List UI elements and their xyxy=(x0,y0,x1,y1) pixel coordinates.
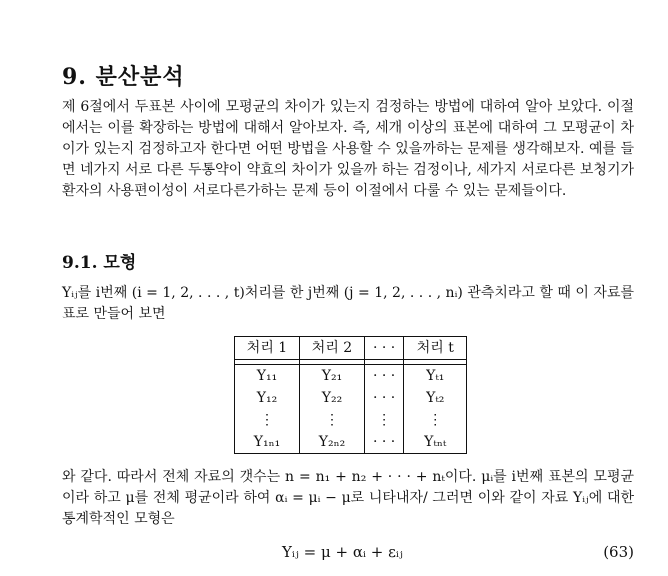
table-cell: Yₜ₁ xyxy=(404,365,467,388)
table-row xyxy=(235,409,467,431)
table-header-cell: 처리 t xyxy=(404,337,467,360)
table-header-cell: 처리 1 xyxy=(235,337,300,360)
table-cell: · · · xyxy=(365,387,404,409)
table-header-cell: · · · xyxy=(365,337,404,360)
table-cell: ⋮ xyxy=(235,409,300,431)
table-row xyxy=(235,365,467,388)
intro-paragraph: 제 6절에서 두표본 사이에 모평균의 차이가 있는지 검정하는 방법에 대하여 알아 보았다. 이절에서는 이를 확장하는 방법에 대해서 알아보자. 즉, 세개 이상의 표본에 대하여 그 모평균이 차이가 있는지 검정하고자 한다면 어떤 방법을 사용할 수 있을까하는 문제를 생각해보자. 예를 들면 네가지 서로 다른 두통약이 약효의 차이가 있을까 하는 검정이나, 세가지 서로다른 보청기가 환자의 사용편이성이 서로다른가하는 문제 등이 이절에서 다룰 수 있는 문제들이다. xyxy=(62,99,634,199)
table-cell: Y₁₁ xyxy=(235,365,300,388)
table-cell: Y₁ₙ₁ xyxy=(235,431,300,454)
table-cell: ⋮ xyxy=(300,409,365,431)
table-cell: Y₂₂ xyxy=(300,387,365,409)
table-row xyxy=(235,387,467,409)
table-cell: Y₂₁ xyxy=(300,365,365,388)
table-cell: Y₂ₙ₂ xyxy=(300,431,365,454)
table-header-row xyxy=(235,337,467,360)
table-cell: Y₁₂ xyxy=(235,387,300,409)
section-heading: 9. 분산분석 xyxy=(62,64,185,90)
table-header-cell: 처리 2 xyxy=(300,337,365,360)
equation-number: (63) xyxy=(603,543,634,561)
equation-formula: Yᵢⱼ = μ + αᵢ + εᵢⱼ xyxy=(282,543,403,561)
table-cell: Yₜ₂ xyxy=(404,387,467,409)
paragraph-before-table: Yᵢⱼ를 i번째 (i = 1, 2, . . . , t)처리를 한 j번째 (j = 1, 2, . . . , nᵢ) 관측치라고 할 때 이 자료를 표로 만들어 보면 xyxy=(62,285,634,322)
table-cell: ⋮ xyxy=(365,409,404,431)
paragraph-after-table: 와 같다. 따라서 전체 자료의 갯수는 n = n₁ + n₂ + · · · + nₜ이다. μᵢ를 i번째 표본의 모평균이라 하고 μ를 전체 평균이라 하여 αᵢ = μᵢ − μ로 니타내자/ 그러면 이와 같이 자료 Yᵢⱼ에 대한 통계학적인 모형은 xyxy=(62,469,634,527)
table-cell: ⋮ xyxy=(404,409,467,431)
table-cell: · · · xyxy=(365,431,404,454)
table-cell: Yₜₙₜ xyxy=(404,431,467,454)
table-cell: · · · xyxy=(365,365,404,388)
data-table xyxy=(234,336,467,454)
table-row xyxy=(235,431,467,454)
subsection-heading: 9.1. 모형 xyxy=(62,253,137,273)
